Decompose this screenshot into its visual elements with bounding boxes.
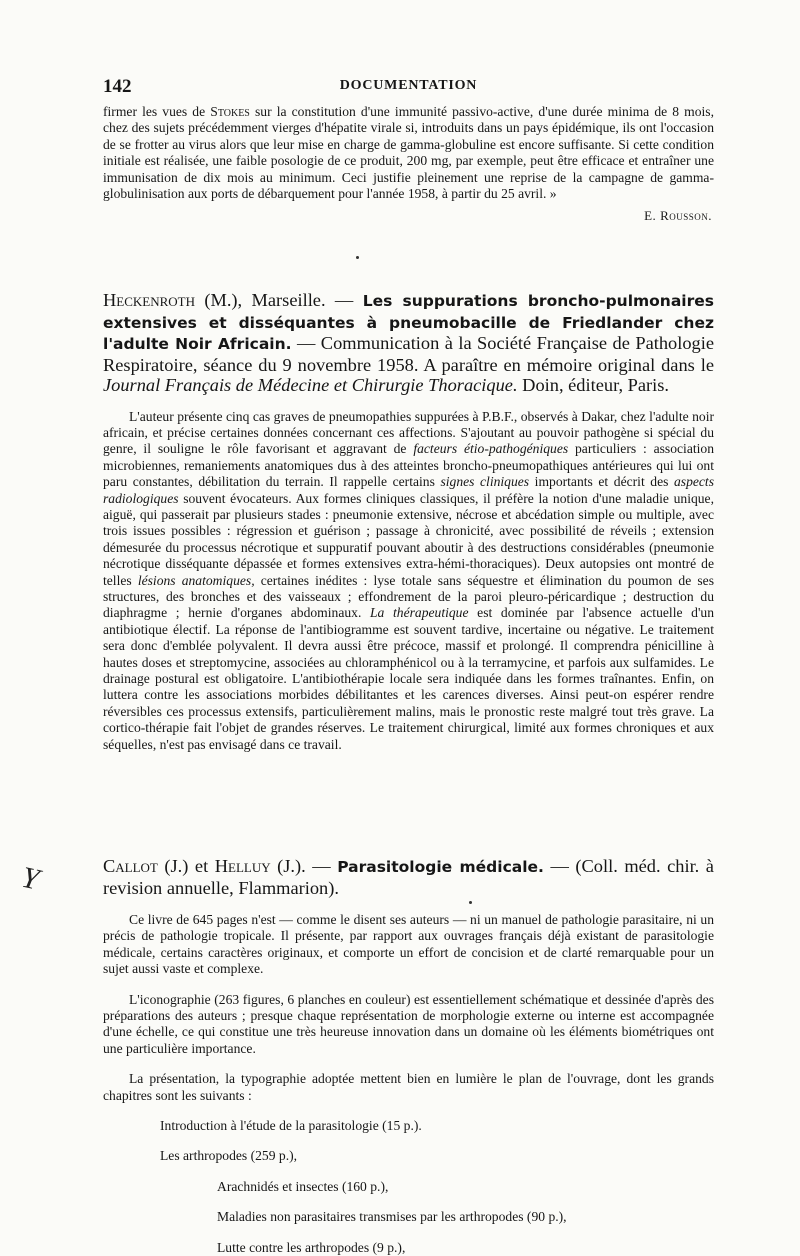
- entry-paragraph: L'iconographie (263 figures, 6 planches en couleur) est essentiellement schématique et dessinée d'après des préparations des auteurs ; presque chaque représentation de morphologie externe ou interne est accompagnée d'une échelle, ce qui constitue une très heureuse innovation dans un domaine où les éléments biométriques ont une particulière importance.: [103, 991, 714, 1056]
- review-paragraph: firmer les vues de Stokes sur la constitution d'une immunité passivo-active, d'une durée minima de 8 mois, chez des sujets précédemment vierges d'hépatite virale si, introduits dans un pays épidémique, ils ont l'occasion de se frotter au virus alors que leur mise en charge de gamma-globuline est encore suffisante. Si cette condition initiale est réalisée, une faible posologie de ce produit, 200 mg, par exemple, peut être efficace et entraîner une immunisation de dix mois au minimum. Ceci justifie pleinement une reprise de la campagne de gamma-globulinisation aux ports de débarquement pour l'année 1958, à partir du 25 avril. »: [103, 104, 714, 202]
- running-title: DOCUMENTATION: [339, 78, 478, 93]
- entry-title: Les suppurations broncho-pulmonaires extensives et disséquantes à pneumobacille de Friedlander chez l'adulte Noir Africain.: [103, 292, 715, 353]
- ink-speck: [356, 256, 359, 259]
- entry-author: Helluy: [214, 856, 271, 876]
- review-entry-callot: [103, 856, 714, 1256]
- entry-paragraph: Ce livre de 645 pages n'est — comme le disent ses auteurs — ni un manuel de pathologie parasitaire, ni un précis de pathologie tropicale. Il présente, par rapport aux ouvrages français déjà existant de parasitologie médicale, certains caractères originaux, et comporte un effort de concision et de clarté remarquable pour un sujet aussi vaste et complexe.: [103, 912, 714, 977]
- chapter-list-item: Maladies non parasitaires transmises par les arthropodes (90 p.),: [217, 1209, 567, 1225]
- chapter-list-item: Introduction à l'étude de la parasitologie (15 p.).: [160, 1118, 422, 1134]
- page-header: [103, 76, 714, 98]
- chapter-list-item: Les arthropodes (259 p.),: [160, 1148, 298, 1164]
- entry-paragraph: La présentation, la typographie adoptée mettent bien en lumière le plan de l'ouvrage, dont les grands chapitres sont les suivants :: [103, 1071, 714, 1103]
- entry-author: Heckenroth: [103, 290, 195, 310]
- entry-citation: Heckenroth (M.), Marseille. — Les suppurations broncho-pulmonaires extensives et disséquantes à pneumobacille de Friedlander chez l'adulte Noir Africain. — Communication à la Société Française de Pathologie Respiratoire, séance du 9 novembre 1958. A paraître en mémoire original dans le Journal Français de Médecine et Chirurgie Thoracique. Doin, éditeur, Paris.: [103, 290, 715, 395]
- journal-name: Journal Français de Médecine et Chirurgie Thoracique.: [103, 375, 518, 395]
- review-entry-heckenroth: [103, 290, 714, 753]
- entry-title: Parasitologie médicale.: [337, 858, 544, 876]
- continued-review: [103, 104, 714, 224]
- chapter-list-item: Arachnidés et insectes (160 p.),: [217, 1178, 389, 1194]
- reviewer-signature: E. Rousson.: [644, 208, 712, 224]
- handwritten-margin-mark: Y: [18, 860, 43, 897]
- entry-abstract: L'auteur présente cinq cas graves de pneumopathies suppurées à P.B.F., observés à Dakar, chez l'adulte noir africain, et précise certaines données concernant ces affections. S'ajoutant au pouvoir pathogène si spécial du genre, il souligne le rôle favorisant et aggravant de facteurs étio-pathogéniques particuliers : association microbiennes, remaniements anatomiques dus à des atteintes broncho-pneumopathiques antérieures qui lui ont paru constantes, débilitation du terrain. Il rappelle certains signes cliniques importants et décrit des aspects radiologiques souvent évocateurs. Aux formes cliniques classiques, il préfère la notion d'une maladie unique, aiguë, qui passerait par plusieurs stades : pneumonie extensive, nécrose et abcédation simple ou multiple, avec trois issues possibles : régression et guérison ; passage à chronicité, avec possibilité de réveils ; extension démesurée du processus nécrotique et suppuratif pouvant aboutir à des destructions considérables (pneumonie nécrotique disséquante dépassée et formes extensives extra-hémi-thoraciques). Deux autopsies ont montré de telles lésions anatomiques, certaines inédites : lyse totale sans séquestre et élimination du poumon de ses structures, des bronches et des vaisseaux ; effondrement de la paroi pleuro-péricardique ; destruction du diaphragme ; hernie d'organes abdominaux. La thérapeutique est dominée par l'absence actuelle d'un antibiotique électif. La réponse de l'antibiogramme est souvent tardive, incertaine ou négative. Le traitement sera donc d'emblée polyvalent. Il devra aussi être précoce, massif et prolongé. Il comprendra pénicilline à hautes doses et streptomycine, associées au chloramphénicol ou à la terramycine, et parfois aux sulfamides. Le drainage postural est obligatoire. L'antibiothérapie locale sera indiquée dans les formes traînantes. Enfin, on luttera contre les associations morbides débilitantes et les carences diverses. Ainsi peut-on espérer rendre réversibles ces processus extensifs, particulièrement malins, mais le pronostic reste malgré tout très grave. La cortico-thérapie fait l'objet de grandes réserves. Le traitement chirurgical, limité aux formes chroniques et aux séquelles, n'est pas envisagé dans ce travail.: [103, 408, 715, 752]
- cited-author: Stokes: [210, 104, 250, 119]
- entry-citation: Callot (J.) et Helluy (J.). — Parasitologie médicale. — (Coll. méd. chir. à revision annuelle, Flammarion).: [103, 856, 714, 898]
- page-number: 142: [103, 76, 132, 97]
- entry-author: Callot: [103, 856, 158, 876]
- chapter-list-item: Lutte contre les arthropodes (9 p.),: [217, 1239, 406, 1255]
